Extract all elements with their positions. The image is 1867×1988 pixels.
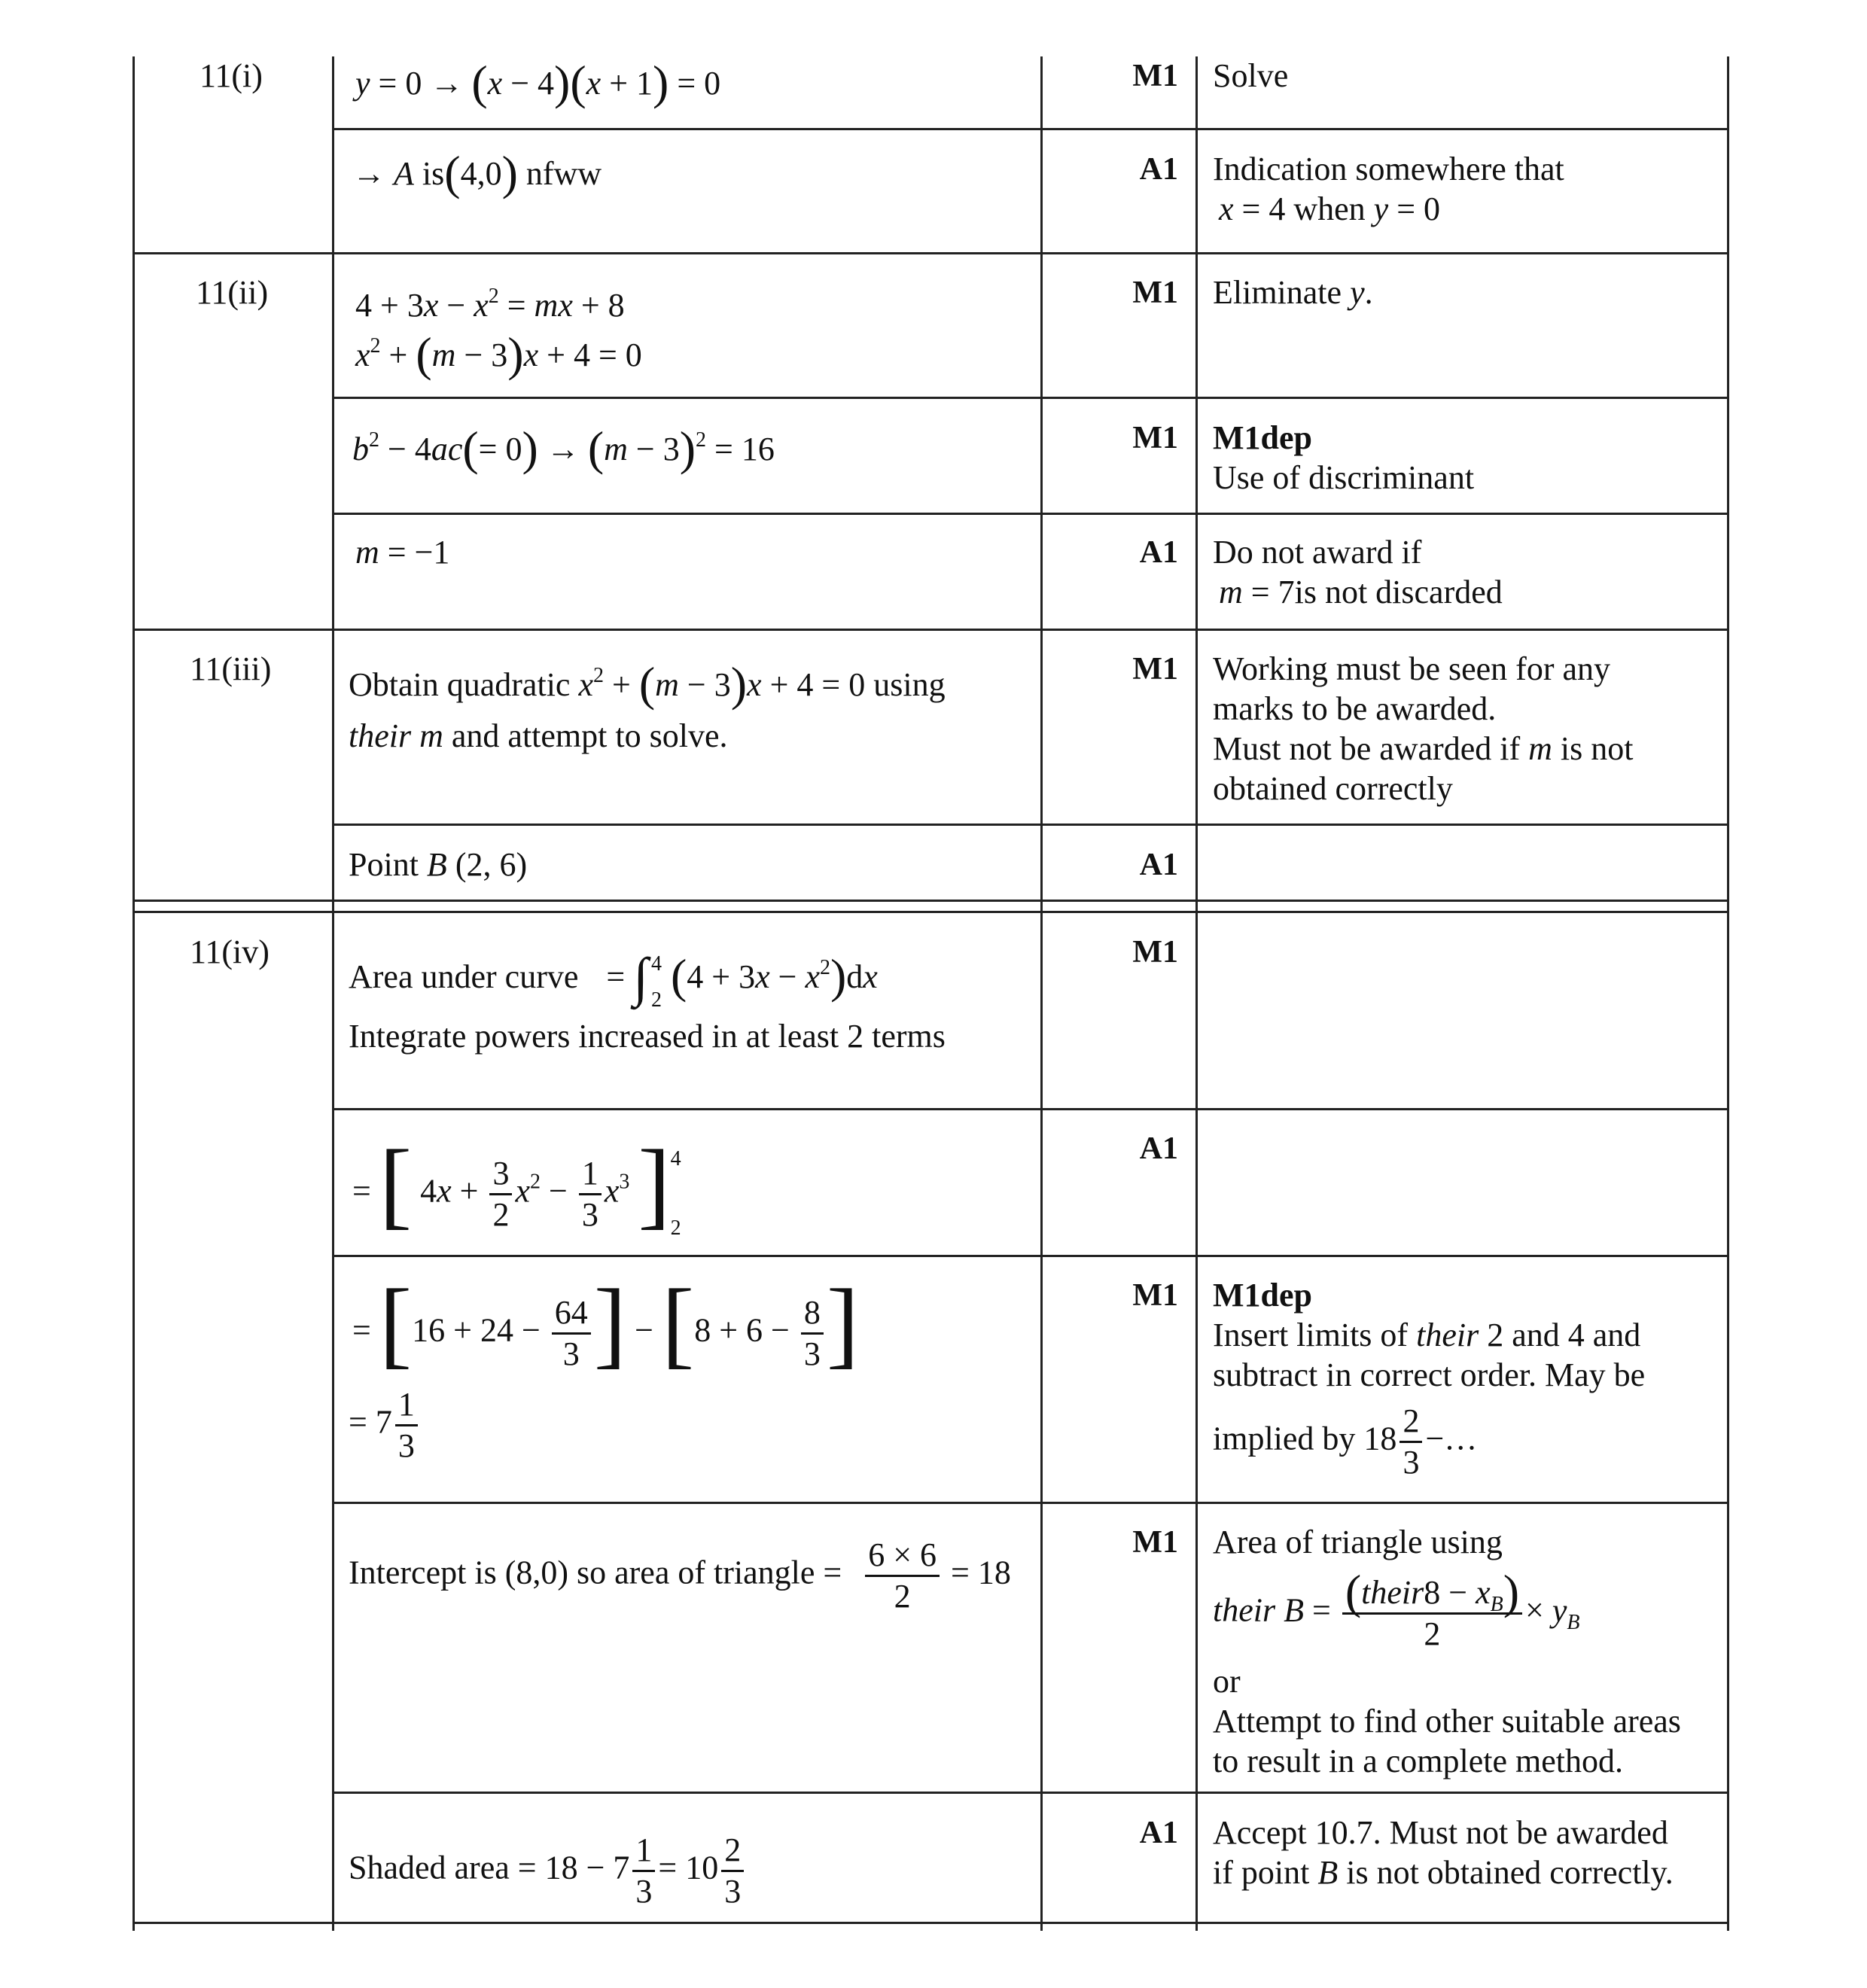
answer-text: Integrate powers increased in at least 2 terms bbox=[349, 1018, 946, 1055]
row-divider bbox=[332, 1108, 1729, 1110]
answer-text: Intercept is (8,0) so area of triangle = bbox=[349, 1554, 842, 1591]
answer-working: Obtain quadratic $x^2 + (m - 3)x + 4 = 0$ using their m and attempt to solve. bbox=[349, 657, 946, 754]
mark-code: A1 bbox=[1139, 1816, 1178, 1850]
guidance-line: is not bbox=[1560, 730, 1634, 767]
guidance-text: implied by 18 $\frac{2}{3}$ −… bbox=[1213, 1402, 1478, 1481]
guidance-line: Working must be seen for any bbox=[1213, 650, 1610, 687]
mark-code: M1 bbox=[1132, 421, 1178, 455]
answer-working: Shaded area = 18 − 7 $\frac{1}{3}$ = 10 $\frac{2}{3}$ bbox=[349, 1831, 747, 1911]
row-divider bbox=[132, 911, 1729, 913]
column-divider-marks bbox=[1195, 56, 1198, 1931]
guidance-line: when bbox=[1293, 190, 1366, 227]
row-divider bbox=[332, 1792, 1729, 1794]
mark-code: M1 bbox=[1132, 935, 1178, 970]
table-border-left bbox=[132, 56, 135, 1931]
answer-text: Point bbox=[349, 846, 419, 883]
answer-text: Shaded area bbox=[349, 1849, 510, 1886]
answer-working: Point B (2, 6) bbox=[349, 846, 528, 883]
answer-text: Obtain quadratic bbox=[349, 666, 571, 703]
answer-working: = [16 + 24 − $\frac{64}{3}$ ] − [8 + 6 − $\frac{8}{3}$ ] bbox=[352, 1269, 860, 1378]
answer-working: Intercept is (8,0) so area of triangle = $\frac{6 \times 6}{2}$ = 18 bbox=[349, 1536, 1011, 1615]
answer-text: (2, 6) bbox=[455, 846, 528, 883]
guidance-line: Insert limits of bbox=[1213, 1317, 1409, 1353]
question-number: 11(ii) bbox=[196, 274, 269, 311]
column-divider-answer bbox=[1040, 56, 1043, 1931]
answer-working: → A is(4,0) nfww bbox=[352, 146, 602, 199]
row-divider bbox=[132, 900, 1729, 902]
answer-working: Area under curve = ∫ 4 2 $(4 + 3x - x^2)dx$ bbox=[349, 947, 878, 1012]
guidance-text: Working must be seen for any marks to be awarded. Must not be awarded if m is not obtained correctly bbox=[1213, 650, 1634, 807]
mark-code: M1 bbox=[1132, 652, 1178, 687]
mark-code: A1 bbox=[1139, 152, 1178, 187]
guidance-line: Eliminate bbox=[1213, 274, 1342, 311]
row-divider bbox=[332, 128, 1729, 130]
guidance-line: Must not be awarded if bbox=[1213, 730, 1521, 767]
row-divider bbox=[332, 1502, 1729, 1504]
answer-working: m = −1 bbox=[355, 534, 450, 571]
mark-code: M1 bbox=[1132, 1278, 1178, 1313]
answer-working: $b^2 - 4ac(= 0) \to (m - 3)^2 = 16$ bbox=[352, 422, 775, 475]
guidance-heading: M1dep bbox=[1213, 419, 1312, 456]
table-border-bottom bbox=[132, 1922, 1729, 1924]
answer-text: their bbox=[349, 717, 412, 754]
answer-working: $4 + 3x - x^2$ = mx + 8 $x^2 + (m - 3)x + 4 = 0$ bbox=[355, 285, 642, 381]
guidance-text: Indication somewhere that x = 4 when y = 0 bbox=[1213, 151, 1564, 227]
guidance-line: if point bbox=[1213, 1854, 1310, 1891]
answer-working: = [ 4x + $\frac{3}{2}$ $x^2$ − $\frac{1}{3}$ $x^3$ ] 4 2 bbox=[352, 1130, 681, 1240]
guidance-text: Eliminate y. bbox=[1213, 274, 1373, 311]
guidance-line: subtract in correct order. May be bbox=[1213, 1356, 1646, 1393]
question-number: 11(iv) bbox=[190, 933, 270, 970]
row-divider bbox=[332, 513, 1729, 515]
guidance-line: their bbox=[1416, 1317, 1479, 1353]
question-number: 11(i) bbox=[199, 57, 263, 94]
guidance-text: Solve bbox=[1213, 57, 1289, 94]
mark-code: A1 bbox=[1139, 535, 1178, 570]
answer-text: and attempt to solve. bbox=[451, 717, 728, 754]
row-divider bbox=[332, 397, 1729, 399]
guidance-line: implied by 18 bbox=[1213, 1420, 1397, 1457]
answer-text: using bbox=[873, 666, 946, 703]
guidance-heading: M1dep bbox=[1213, 1277, 1312, 1314]
guidance-line: Accept 10.7. Must not be awarded bbox=[1213, 1814, 1668, 1851]
guidance-line: 2 and 4 and bbox=[1487, 1317, 1641, 1353]
mark-code: A1 bbox=[1139, 848, 1178, 882]
guidance-line: Use of discriminant bbox=[1213, 459, 1475, 496]
guidance-text: Do not award if m = 7is not discarded bbox=[1213, 534, 1503, 610]
guidance-line: their bbox=[1213, 1591, 1276, 1629]
row-divider bbox=[332, 1255, 1729, 1257]
guidance-line: or bbox=[1213, 1663, 1241, 1700]
answer-text: Area under curve bbox=[349, 958, 579, 996]
question-number: 11(iii) bbox=[190, 650, 272, 687]
mark-code: M1 bbox=[1132, 59, 1178, 93]
row-divider bbox=[132, 252, 1729, 254]
answer-working: y = 0 → (x − 4)(x + 1) = 0 bbox=[355, 56, 721, 109]
guidance-text: Accept 10.7. Must not be awarded if point B is not obtained correctly. bbox=[1213, 1814, 1674, 1891]
guidance-line: Indication somewhere that bbox=[1213, 151, 1564, 187]
guidance-line: Attempt to find other suitable areas bbox=[1213, 1703, 1681, 1740]
guidance-line: to result in a complete method. bbox=[1213, 1743, 1623, 1779]
guidance-line: Do not award if bbox=[1213, 534, 1422, 571]
guidance-line: is not obtained correctly. bbox=[1346, 1854, 1674, 1891]
row-divider bbox=[332, 824, 1729, 826]
mark-code: A1 bbox=[1139, 1131, 1178, 1166]
guidance-line: marks to be awarded. bbox=[1213, 690, 1497, 727]
table-border-right bbox=[1727, 56, 1729, 1931]
column-divider-question bbox=[332, 56, 334, 1931]
row-divider bbox=[132, 629, 1729, 631]
guidance-text: Area of triangle using bbox=[1213, 1524, 1503, 1560]
guidance-line: obtained correctly bbox=[1213, 770, 1453, 807]
guidance-line: is not discarded bbox=[1294, 574, 1503, 610]
guidance-text bbox=[1213, 418, 1474, 498]
guidance-text bbox=[1213, 1275, 1645, 1395]
guidance-text bbox=[1213, 1661, 1681, 1781]
mark-code: M1 bbox=[1132, 276, 1178, 310]
answer-working: = 7 $\frac{1}{3}$ bbox=[349, 1385, 421, 1466]
mark-code: M1 bbox=[1132, 1525, 1178, 1560]
guidance-text: their B = $\frac{(their8 - x_B)}{2}$ × $y_B$ bbox=[1213, 1565, 1580, 1652]
